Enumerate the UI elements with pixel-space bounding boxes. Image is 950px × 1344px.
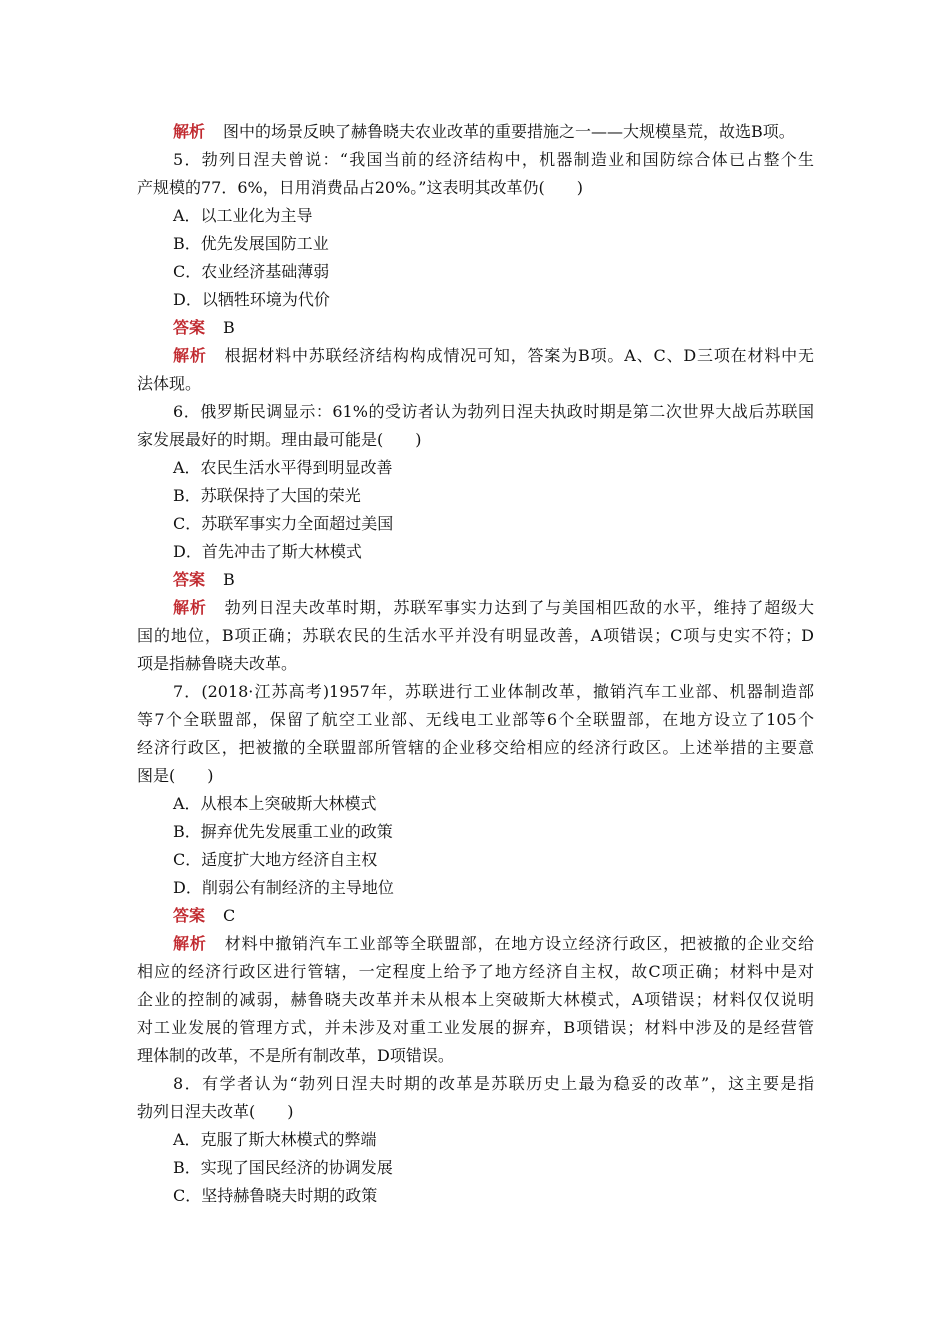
option-text: B．实现了国民经济的协调发展 <box>173 1158 393 1177</box>
line-text: 理体制的改革，不是所有制改革，D项错误。 <box>137 1046 454 1065</box>
question-line <box>137 1070 814 1098</box>
analysis-line <box>137 342 814 370</box>
option-item <box>137 1182 814 1210</box>
answer-line <box>137 902 814 930</box>
analysis-line <box>137 370 814 398</box>
option-text: C．农业经济基础薄弱 <box>173 262 330 281</box>
answer-line <box>137 566 814 594</box>
option-text: A．克服了斯大林模式的弊端 <box>173 1130 377 1149</box>
question-line <box>137 734 814 762</box>
answer-line <box>137 314 814 342</box>
option-text: D．削弱公有制经济的主导地位 <box>173 878 394 897</box>
option-text: A．以工业化为主导 <box>173 206 313 225</box>
line-text: 对工业发展的管理方式，并未涉及对重工业发展的摒弃，B项错误；材料中涉及的是经营管 <box>137 1018 814 1037</box>
line-text: 6．俄罗斯民调显示：61%的受访者认为勃列日涅夫执政时期是第二次世界大战后苏联国 <box>173 402 814 421</box>
option-item <box>137 454 814 482</box>
answer-value: B <box>223 318 235 337</box>
answer-tag: 答案 <box>173 318 206 337</box>
option-item <box>137 230 814 258</box>
option-text: C．适度扩大地方经济自主权 <box>173 850 378 869</box>
option-item <box>137 874 814 902</box>
option-item <box>137 258 814 286</box>
answer-value: B <box>223 570 235 589</box>
line-text: 图中的场景反映了赫鲁晓夫农业改革的重要措施之一——大规模垦荒，故选B项。 <box>223 122 795 141</box>
analysis-line <box>137 958 814 986</box>
line-text: 经济行政区，把被撤的全联盟部所管辖的企业移交给相应的经济行政区。上述举措的主要意 <box>137 738 814 757</box>
line-text: 等7个全联盟部，保留了航空工业部、无线电工业部等6个全联盟部，在地方设立了105个 <box>137 710 814 729</box>
line-text: 产规模的77．6%，日用消费品占20%。”这表明其改革仍( ) <box>137 178 583 197</box>
line-text: 勃列日涅夫改革时期，苏联军事实力达到了与美国相匹敌的水平，维持了超级大 <box>224 598 814 617</box>
option-text: D．以牺牲环境为代价 <box>173 290 330 309</box>
question-line <box>137 174 814 202</box>
option-item <box>137 790 814 818</box>
line-text: 法体现。 <box>137 374 202 393</box>
question-line <box>137 426 814 454</box>
answer-value: C <box>223 906 236 925</box>
option-text: B．优先发展国防工业 <box>173 234 329 253</box>
option-item <box>137 538 814 566</box>
analysis-line <box>137 650 814 678</box>
option-item <box>137 286 814 314</box>
question-line <box>137 146 814 174</box>
question-line <box>137 678 814 706</box>
option-text: C．坚持赫鲁晓夫时期的政策 <box>173 1186 378 1205</box>
line-text: 根据材料中苏联经济结构构成情况可知，答案为B项。A、C、D三项在材料中无 <box>224 346 814 365</box>
option-item <box>137 846 814 874</box>
question-line <box>137 762 814 790</box>
option-text: A．农民生活水平得到明显改善 <box>173 458 393 477</box>
option-item <box>137 1126 814 1154</box>
option-item <box>137 510 814 538</box>
line-text: 材料中撤销汽车工业部等全联盟部，在地方设立经济行政区，把被撤的企业交给 <box>224 934 814 953</box>
option-text: C．苏联军事实力全面超过美国 <box>173 514 394 533</box>
option-item <box>137 1154 814 1182</box>
option-text: A．从根本上突破斯大林模式 <box>173 794 377 813</box>
answer-tag: 答案 <box>173 570 206 589</box>
line-text: 项是指赫鲁晓夫改革。 <box>137 654 298 673</box>
analysis-tag: 解析 <box>173 598 207 617</box>
analysis-line <box>137 118 814 146</box>
question-line <box>137 1098 814 1126</box>
option-text: B．摒弃优先发展重工业的政策 <box>173 822 393 841</box>
line-text: 勃列日涅夫改革( ) <box>137 1102 294 1121</box>
analysis-line <box>137 594 814 622</box>
line-text: 国的地位，B项正确；苏联农民的生活水平并没有明显改善，A项错误；C项与史实不符；D <box>137 626 814 645</box>
analysis-line <box>137 930 814 958</box>
analysis-tag: 解析 <box>173 122 206 141</box>
question-line <box>137 398 814 426</box>
option-item <box>137 482 814 510</box>
analysis-tag: 解析 <box>173 934 207 953</box>
option-item <box>137 202 814 230</box>
analysis-line <box>137 622 814 650</box>
line-text: 图是( ) <box>137 766 214 785</box>
analysis-tag: 解析 <box>173 346 207 365</box>
analysis-line <box>137 1014 814 1042</box>
line-text: 企业的控制的减弱，赫鲁晓夫改革并未从根本上突破斯大林模式，A项错误；材料仅仅说明 <box>137 990 814 1009</box>
option-item <box>137 818 814 846</box>
line-text: 家发展最好的时期。理由最可能是( ) <box>137 430 422 449</box>
line-text: 相应的经济行政区进行管辖，一定程度上给予了地方经济自主权，故C项正确；材料中是对 <box>137 962 814 981</box>
line-text: 8．有学者认为“勃列日涅夫时期的改革是苏联历史上最为稳妥的改革”，这主要是指 <box>173 1074 814 1093</box>
line-text: 7．(2018·江苏高考)1957年，苏联进行工业体制改革，撤销汽车工业部、机器制造部 <box>173 682 814 701</box>
answer-tag: 答案 <box>173 906 206 925</box>
question-line <box>137 706 814 734</box>
analysis-line <box>137 986 814 1014</box>
option-text: B．苏联保持了大国的荣光 <box>173 486 361 505</box>
analysis-line <box>137 1042 814 1070</box>
line-text: 5．勃列日涅夫曾说：“我国当前的经济结构中，机器制造业和国防综合体已占整个生 <box>173 150 814 169</box>
option-text: D．首先冲击了斯大林模式 <box>173 542 362 561</box>
